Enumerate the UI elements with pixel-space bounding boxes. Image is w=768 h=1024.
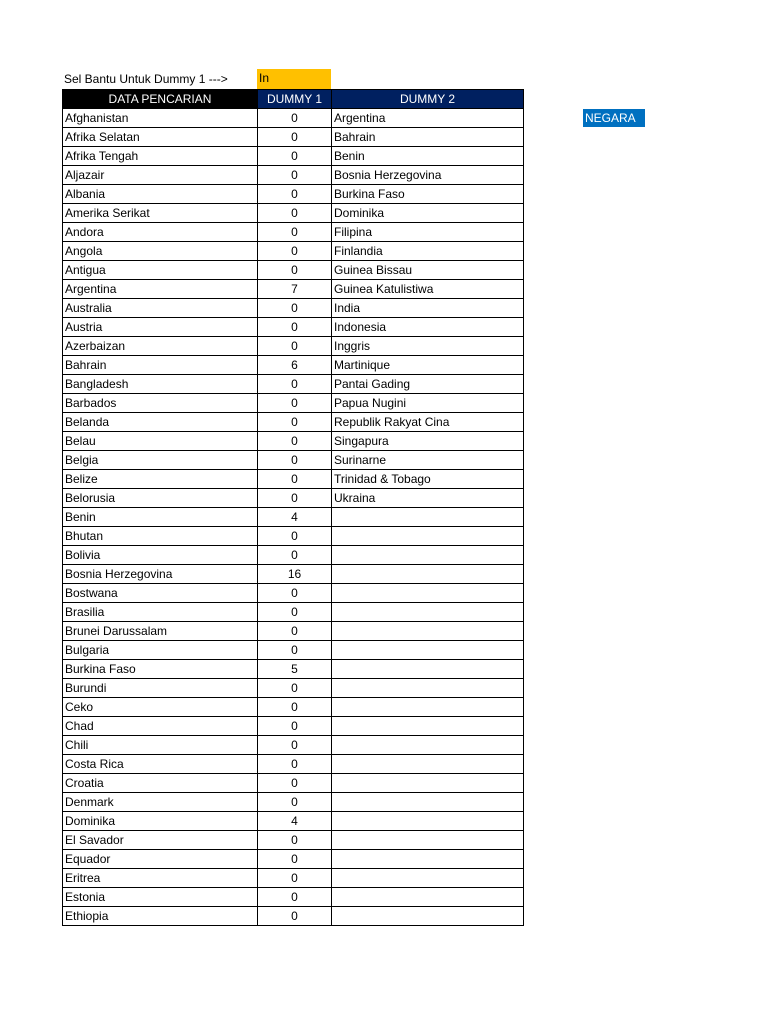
dummy-2-cell[interactable]: Burkina Faso [332,185,524,204]
data-pencarian-cell[interactable]: Bangladesh [63,375,258,394]
dummy-2-cell[interactable] [332,755,524,774]
data-pencarian-cell[interactable]: Ethiopia [63,907,258,926]
dummy-2-cell[interactable] [332,812,524,831]
dummy-1-cell[interactable]: 0 [258,128,332,147]
dummy-2-cell[interactable]: Indonesia [332,318,524,337]
table-row [63,451,524,470]
dummy-1-cell[interactable]: 0 [258,679,332,698]
dummy-1-cell[interactable]: 0 [258,185,332,204]
data-pencarian-cell[interactable]: Chad [63,717,258,736]
dummy-1-cell[interactable]: 0 [258,793,332,812]
data-pencarian-cell[interactable]: Equador [63,850,258,869]
data-pencarian-cell[interactable]: Aljazair [63,166,258,185]
dummy-2-cell[interactable]: Filipina [332,223,524,242]
helper-cell-label: Sel Bantu Untuk Dummy 1 ---> [64,72,228,86]
table-body [63,109,524,926]
data-pencarian-cell[interactable]: Dominika [63,812,258,831]
table-row [63,242,524,261]
data-pencarian-cell[interactable]: Chili [63,736,258,755]
dummy-2-cell[interactable]: Singapura [332,432,524,451]
table-row [63,394,524,413]
table-row [63,508,524,527]
dummy-2-cell[interactable] [332,508,524,527]
table-row [63,318,524,337]
dummy-1-cell[interactable]: 0 [258,413,332,432]
dummy-2-cell[interactable] [332,831,524,850]
data-pencarian-cell[interactable]: Bosnia Herzegovina [63,565,258,584]
data-pencarian-cell[interactable]: Denmark [63,793,258,812]
data-pencarian-cell[interactable]: Brasilia [63,603,258,622]
dummy-1-cell[interactable]: 0 [258,888,332,907]
data-pencarian-cell[interactable]: Australia [63,299,258,318]
table-row [63,641,524,660]
dummy-2-cell[interactable]: Dominika [332,204,524,223]
dummy-1-cell[interactable]: 0 [258,698,332,717]
table-row [63,565,524,584]
dummy-1-cell[interactable]: 0 [258,546,332,565]
table-header-row [63,90,524,109]
table-row [63,546,524,565]
table-row [63,698,524,717]
data-pencarian-cell[interactable]: Burundi [63,679,258,698]
table-row [63,489,524,508]
data-pencarian-cell[interactable]: Bhutan [63,527,258,546]
dummy-1-cell[interactable]: 7 [258,280,332,299]
table-row [63,679,524,698]
data-pencarian-cell[interactable]: Bostwana [63,584,258,603]
table-row [63,736,524,755]
table-row [63,128,524,147]
dummy-1-cell[interactable]: 4 [258,812,332,831]
data-pencarian-cell[interactable]: Brunei Darussalam [63,622,258,641]
table-row [63,869,524,888]
table-row [63,166,524,185]
dummy-1-cell[interactable]: 0 [258,527,332,546]
dummy-1-cell[interactable]: 0 [258,736,332,755]
dummy-1-cell[interactable]: 0 [258,850,332,869]
dummy-2-cell[interactable] [332,907,524,926]
table-row [63,812,524,831]
table-row [63,432,524,451]
dummy-2-cell[interactable]: Bahrain [332,128,524,147]
table-row [63,470,524,489]
table-row [63,413,524,432]
dummy-2-cell[interactable] [332,736,524,755]
dummy-1-cell[interactable]: 0 [258,831,332,850]
dummy-2-cell[interactable]: Republik Rakyat Cina [332,413,524,432]
dummy-1-cell[interactable]: 0 [258,204,332,223]
dummy-2-cell[interactable] [332,698,524,717]
dummy-2-cell[interactable]: Trinidad & Tobago [332,470,524,489]
dummy-1-cell[interactable]: 0 [258,584,332,603]
column-header-dummy-1[interactable]: DUMMY 1 [258,90,332,109]
dummy-1-cell[interactable]: 0 [258,242,332,261]
table-row [63,793,524,812]
data-pencarian-cell[interactable]: Andora [63,223,258,242]
dummy-2-cell[interactable] [332,888,524,907]
table-row [63,375,524,394]
dummy-2-cell[interactable]: Bosnia Herzegovina [332,166,524,185]
dummy-2-cell[interactable] [332,603,524,622]
dummy-2-cell[interactable] [332,527,524,546]
dummy-1-cell[interactable]: 0 [258,755,332,774]
data-pencarian-cell[interactable]: Antigua [63,261,258,280]
table-row [63,204,524,223]
data-pencarian-cell[interactable]: Afghanistan [63,109,258,128]
dummy-1-cell[interactable]: 0 [258,223,332,242]
data-pencarian-cell[interactable]: Barbados [63,394,258,413]
table-row [63,299,524,318]
dummy-1-cell[interactable]: 0 [258,299,332,318]
dummy-1-cell[interactable]: 0 [258,394,332,413]
table-row [63,774,524,793]
data-pencarian-cell[interactable]: Albania [63,185,258,204]
dummy-2-cell[interactable]: Argentina [332,109,524,128]
dummy-2-cell[interactable] [332,869,524,888]
dummy-1-cell[interactable]: 0 [258,470,332,489]
dummy-2-cell[interactable]: Ukraina [332,489,524,508]
data-pencarian-cell[interactable]: Belorusia [63,489,258,508]
dummy-2-cell[interactable]: Surinarne [332,451,524,470]
dummy-1-cell[interactable]: 0 [258,337,332,356]
table-row [63,527,524,546]
negara-cell[interactable]: NEGARA [583,109,645,127]
dummy-2-cell[interactable] [332,679,524,698]
table-row [63,147,524,166]
dummy-1-cell[interactable]: 6 [258,356,332,375]
dummy-1-cell[interactable]: 0 [258,109,332,128]
table-row [63,337,524,356]
dummy-2-cell[interactable]: Benin [332,147,524,166]
data-pencarian-cell[interactable]: Austria [63,318,258,337]
dummy-2-cell[interactable] [332,660,524,679]
data-pencarian-cell[interactable]: Burkina Faso [63,660,258,679]
table-row [63,907,524,926]
data-pencarian-cell[interactable]: Afrika Selatan [63,128,258,147]
dummy-2-cell[interactable] [332,717,524,736]
column-header-data-pencarian[interactable]: DATA PENCARIAN [63,90,258,109]
data-pencarian-cell[interactable]: Belanda [63,413,258,432]
dummy-2-cell[interactable]: Finlandia [332,242,524,261]
table-row [63,185,524,204]
dummy-1-cell[interactable]: 0 [258,774,332,793]
data-pencarian-cell[interactable]: Belau [63,432,258,451]
dummy-1-cell[interactable]: 0 [258,717,332,736]
data-pencarian-cell[interactable]: Croatia [63,774,258,793]
table-row [63,660,524,679]
dummy-1-cell[interactable]: 0 [258,451,332,470]
data-pencarian-cell[interactable]: Angola [63,242,258,261]
dummy-1-cell[interactable]: 0 [258,869,332,888]
table-row [63,356,524,375]
dummy-2-cell[interactable]: Guinea Katulistiwa [332,280,524,299]
dummy-2-cell[interactable]: Martinique [332,356,524,375]
dummy-1-cell[interactable]: 16 [258,565,332,584]
data-pencarian-cell[interactable]: Ceko [63,698,258,717]
table-row [63,603,524,622]
column-header-dummy-2[interactable]: DUMMY 2 [332,90,524,109]
dummy-2-cell[interactable]: Papua Nugini [332,394,524,413]
dummy-2-cell[interactable] [332,584,524,603]
dummy-2-cell[interactable] [332,622,524,641]
dummy-2-cell[interactable] [332,850,524,869]
dummy-2-cell[interactable] [332,641,524,660]
table-row [63,280,524,299]
dummy-1-cell[interactable]: 5 [258,660,332,679]
helper-cell-input[interactable]: In [257,69,331,89]
data-pencarian-cell[interactable]: Benin [63,508,258,527]
data-pencarian-cell[interactable]: Azerbaizan [63,337,258,356]
table-row [63,584,524,603]
table-row [63,755,524,774]
data-pencarian-cell[interactable]: Bulgaria [63,641,258,660]
dummy-2-cell[interactable] [332,565,524,584]
data-pencarian-cell[interactable]: Estonia [63,888,258,907]
table-row [63,850,524,869]
data-pencarian-cell[interactable]: Costa Rica [63,755,258,774]
dummy-1-cell[interactable]: 0 [258,489,332,508]
dummy-1-cell[interactable]: 0 [258,147,332,166]
data-pencarian-cell[interactable]: Bahrain [63,356,258,375]
table-row [63,109,524,128]
dummy-2-cell[interactable] [332,793,524,812]
dummy-1-cell[interactable]: 0 [258,375,332,394]
data-pencarian-cell[interactable]: Bolivia [63,546,258,565]
country-search-table [62,89,524,926]
data-pencarian-cell[interactable]: Argentina [63,280,258,299]
dummy-2-cell[interactable] [332,774,524,793]
dummy-2-cell[interactable]: Inggris [332,337,524,356]
data-pencarian-cell[interactable]: El Savador [63,831,258,850]
dummy-2-cell[interactable]: Pantai Gading [332,375,524,394]
data-pencarian-cell[interactable]: Belize [63,470,258,489]
table-row [63,831,524,850]
dummy-1-cell[interactable]: 0 [258,166,332,185]
dummy-1-cell[interactable]: 0 [258,432,332,451]
table-row [63,261,524,280]
table-row [63,717,524,736]
dummy-1-cell[interactable]: 0 [258,907,332,926]
dummy-1-cell[interactable]: 0 [258,641,332,660]
dummy-2-cell[interactable]: India [332,299,524,318]
dummy-1-cell[interactable]: 0 [258,603,332,622]
data-pencarian-cell[interactable]: Afrika Tengah [63,147,258,166]
dummy-1-cell[interactable]: 0 [258,622,332,641]
dummy-1-cell[interactable]: 0 [258,318,332,337]
table-row [63,888,524,907]
dummy-2-cell[interactable]: Guinea Bissau [332,261,524,280]
data-pencarian-cell[interactable]: Amerika Serikat [63,204,258,223]
table-row [63,223,524,242]
data-pencarian-cell[interactable]: Eritrea [63,869,258,888]
data-pencarian-cell[interactable]: Belgia [63,451,258,470]
dummy-1-cell[interactable]: 4 [258,508,332,527]
dummy-1-cell[interactable]: 0 [258,261,332,280]
table-row [63,622,524,641]
dummy-2-cell[interactable] [332,546,524,565]
